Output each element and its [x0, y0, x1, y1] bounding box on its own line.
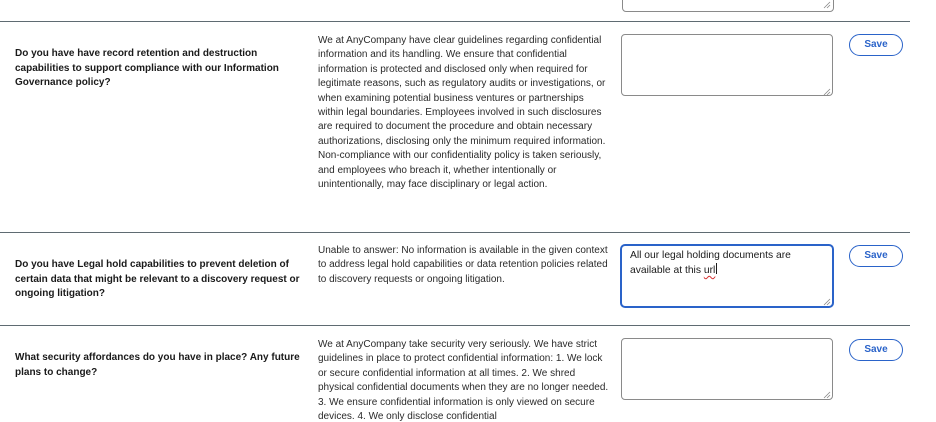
resize-grip-icon[interactable]	[823, 1, 831, 9]
text-caret	[716, 263, 717, 274]
previous-response-textarea[interactable]	[622, 0, 834, 12]
question-text: Do you have have record retention and destruction capabilities to support compliance with our Information Governance policy?	[15, 48, 279, 88]
response-textarea[interactable]	[621, 338, 833, 400]
question-text: What security affordances do you have in place? Any future plans to change?	[15, 352, 300, 378]
save-button[interactable]: Save	[849, 245, 903, 267]
save-button[interactable]: Save	[849, 339, 903, 361]
resize-grip-icon[interactable]	[823, 298, 831, 306]
answer-text: Unable to answer: No information is available in the given context to address legal hold capabilities or data retention policies related to discovery requests or ongoing litigation.	[318, 245, 608, 285]
answer-text: We at AnyCompany take security very seriously. We have strict guidelines in place to protect confidential information: 1. We lock or secure confidential information at all times. 2. We shred physical confidential documents when they are no longer needed. 3. We ensure confidential information is only viewed on secure devices. 4. We only disclose confidential	[318, 339, 609, 422]
row-divider	[0, 21, 910, 22]
save-button[interactable]: Save	[849, 34, 903, 56]
resize-grip-icon[interactable]	[823, 88, 831, 96]
response-textarea[interactable]	[621, 34, 833, 96]
answer-text: We at AnyCompany have clear guidelines regarding confidential information and its handling. We ensure that confidential information is protected and disclosed only when required for legitimate reasons, such as regulatory audits or investigations, or when examining potential business ventures or partnerships within legal boundaries. Employees involved in such disclosures are required to document the procedure and obtain necessary authorizations, disclosing only the minimum required information. Non-compliance with our confidentiality policy is taken seriously, and employees who breach it, whether intentionally or unintentionally, may face disciplinary or legal action.	[318, 35, 606, 191]
response-textarea[interactable]: All our legal holding documents are available at this url	[621, 245, 833, 307]
row-divider	[0, 232, 910, 233]
misspelled-word: url	[703, 265, 716, 276]
question-text: Do you have Legal hold capabilities to prevent deletion of certain data that might be relevant to a discovery request or ongoing litigation?	[15, 259, 300, 299]
resize-grip-icon[interactable]	[823, 391, 831, 399]
row-divider	[0, 325, 910, 326]
